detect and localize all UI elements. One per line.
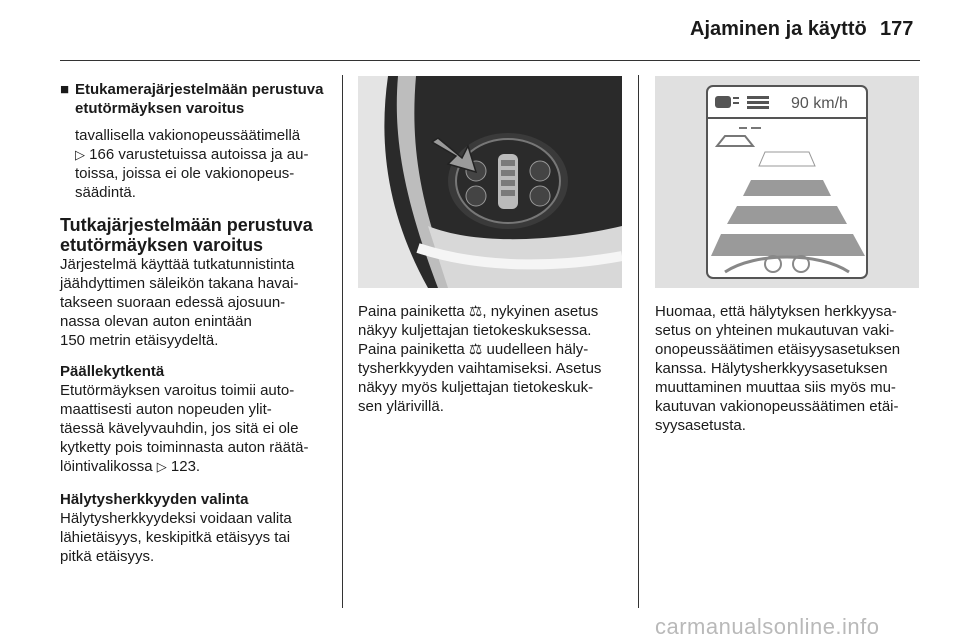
watermark: carmanualsonline.info xyxy=(655,614,880,639)
cruise-bars-icon xyxy=(747,96,769,109)
subheading-sensitivity: Hälytysherkkyyden valinta xyxy=(60,491,249,508)
section-heading: Tutkajärjestelmään perustuva etutörmäyksen varoitus xyxy=(60,215,313,255)
subheading-activation: Päällekytkentä xyxy=(60,363,165,380)
page-ref-icon: ▷ xyxy=(75,147,85,162)
driver-info-display-illustration xyxy=(655,76,919,288)
page-header-title: Ajaminen ja käyttö xyxy=(690,18,867,40)
bullet-heading: Etukamerajärjestelmään perustuva etutörmäyksen varoitus xyxy=(75,81,324,117)
page-number: 177 xyxy=(880,18,914,40)
page-ref-icon: ▷ xyxy=(156,459,167,474)
header-rule xyxy=(60,60,920,61)
driver-info-display-figure xyxy=(655,76,919,288)
steering-wheel-figure xyxy=(358,76,622,288)
sensitivity-paragraph: Hälytysherkkyydeksi voidaan valita lähietäisyys, keskipitkä etäisyys tai pitkä etäisyys. xyxy=(60,510,292,565)
middle-caption: Paina painiketta ⚖, nykyinen asetus näkyy kuljettajan tietokeskuksessa. Paina painiketta ⚖ uudelleen häly- tysherkkyyden vaihtamiseksi. Asetus näkyy myös kuljettajan tietokeskuk- sen ylärivillä. xyxy=(358,303,602,415)
bullet-square-icon: ■ xyxy=(60,81,70,98)
column-divider-right xyxy=(638,75,639,608)
bullet-text: tavallisella vakionopeussäätimellä ▷ 166 varustetuissa autoissa ja au- toissa, joissa ei ole vakionopeus- säädintä. xyxy=(75,127,309,201)
sensitivity-button-icon: ⚖ xyxy=(468,303,483,320)
left-column xyxy=(60,80,335,566)
section-paragraph: Järjestelmä käyttää tutkatunnistinta jäähdyttimen säleikön takana havai- takseen suoraan edessä ajosuun- nassa olevan auton enintään 150 metrin etäisyydeltä. xyxy=(60,256,299,349)
display-speed: 90 km/h xyxy=(791,95,848,112)
activation-paragraph: Etutörmäyksen varoitus toimii auto- maattisesti auton nopeuden ylit- täessä kävelyvauhdin, jos sitä ei ole kytketty pois toiminnasta auton räätä- löintivalikossa ▷ 123. xyxy=(60,382,309,475)
column-divider-left xyxy=(342,75,343,608)
right-caption: Huomaa, että hälytyksen herkkyysa- setus on yhteinen mukautuvan vaki- onopeussäätimen etäisyysasetuksen kanssa. Hälytysherkkyysasetuksen muuttaminen muuttaa siis myös mu- kautuvan vakionopeussäätimen etäi- syysasetusta. xyxy=(655,303,901,434)
steering-wheel-illustration xyxy=(358,76,622,288)
sensitivity-button-icon: ⚖ xyxy=(468,341,483,358)
bullet-item xyxy=(60,80,335,118)
